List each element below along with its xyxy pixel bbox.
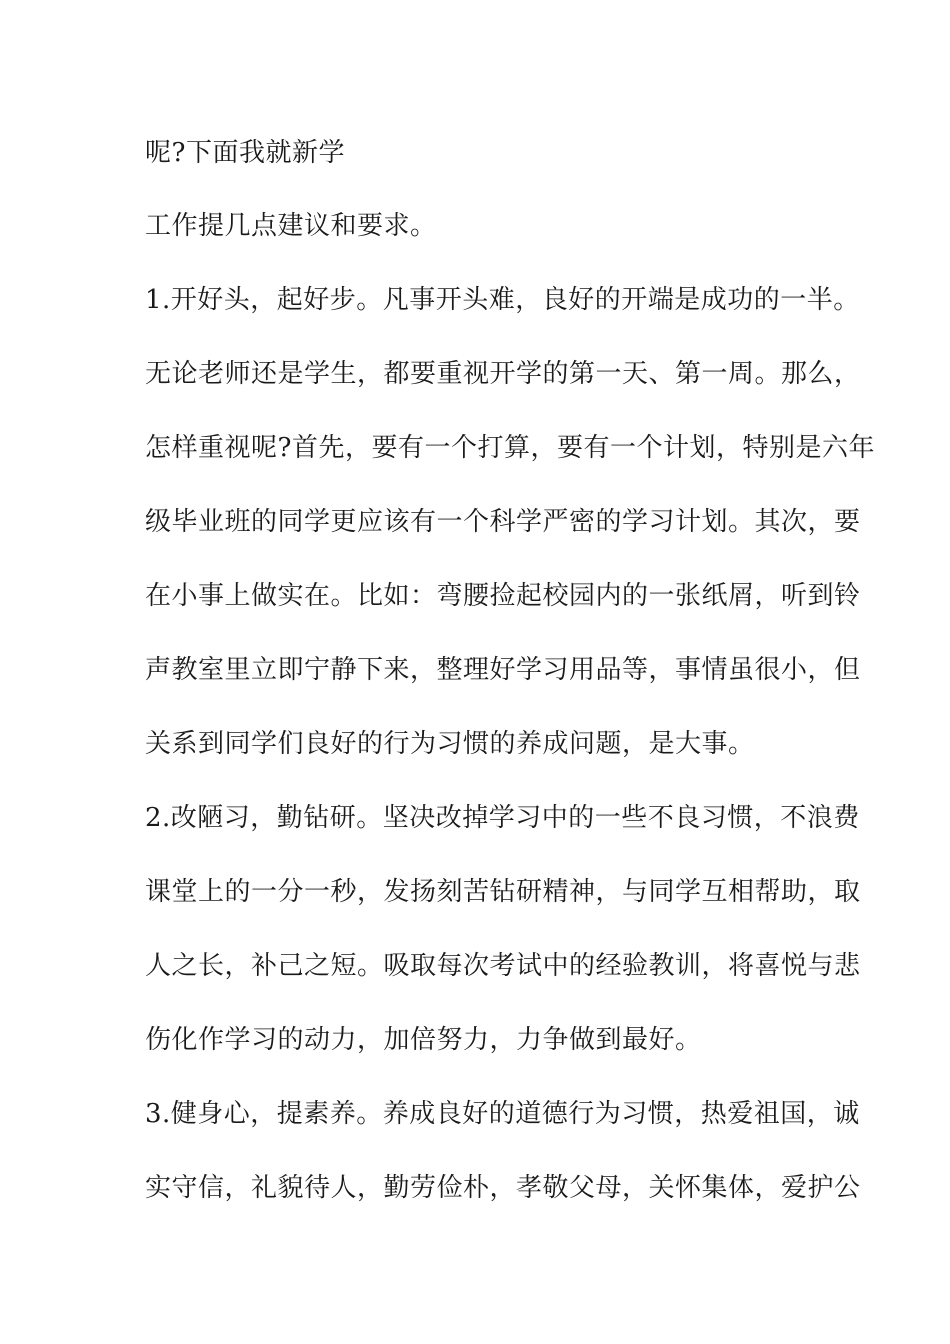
text-line: 级毕业班的同学更应该有一个科学严密的学习计划。其次，要 [145, 507, 861, 537]
text-line: 在小事上做实在。比如：弯腰捡起校园内的一张纸屑，听到铃 [145, 581, 861, 611]
text-line: 人之长，补己之短。吸取每次考试中的经验教训，将喜悦与悲 [145, 951, 861, 981]
text-line: 1.开好头，起好步。凡事开头难，良好的开端是成功的一半。 [145, 285, 860, 315]
text-line: 伤化作学习的动力，加倍努力，力争做到最好。 [145, 1025, 702, 1055]
text-line: 声教室里立即宁静下来，整理好学习用品等，事情虽很小，但 [145, 655, 861, 685]
text-line: 无论老师还是学生，都要重视开学的第一天、第一周。那么， [145, 359, 861, 389]
text-line: 2.改陋习，勤钻研。坚决改掉学习中的一些不良习惯，不浪费 [145, 803, 860, 833]
text-line: 3.健身心，提素养。养成良好的道德行为习惯，热爱祖国，诚 [145, 1099, 860, 1129]
text-line: 呢?下面我就新学 [145, 138, 345, 168]
text-line: 课堂上的一分一秒，发扬刻苦钻研精神，与同学互相帮助，取 [145, 877, 861, 907]
text-line: 怎样重视呢?首先，要有一个打算，要有一个计划，特别是六年 [145, 433, 875, 463]
text-line: 实守信，礼貌待人，勤劳俭朴，孝敬父母，关怀集体，爱护公 [145, 1173, 861, 1203]
text-line: 工作提几点建议和要求。 [145, 211, 437, 241]
text-line: 关系到同学们良好的行为习惯的养成问题，是大事。 [145, 729, 755, 759]
